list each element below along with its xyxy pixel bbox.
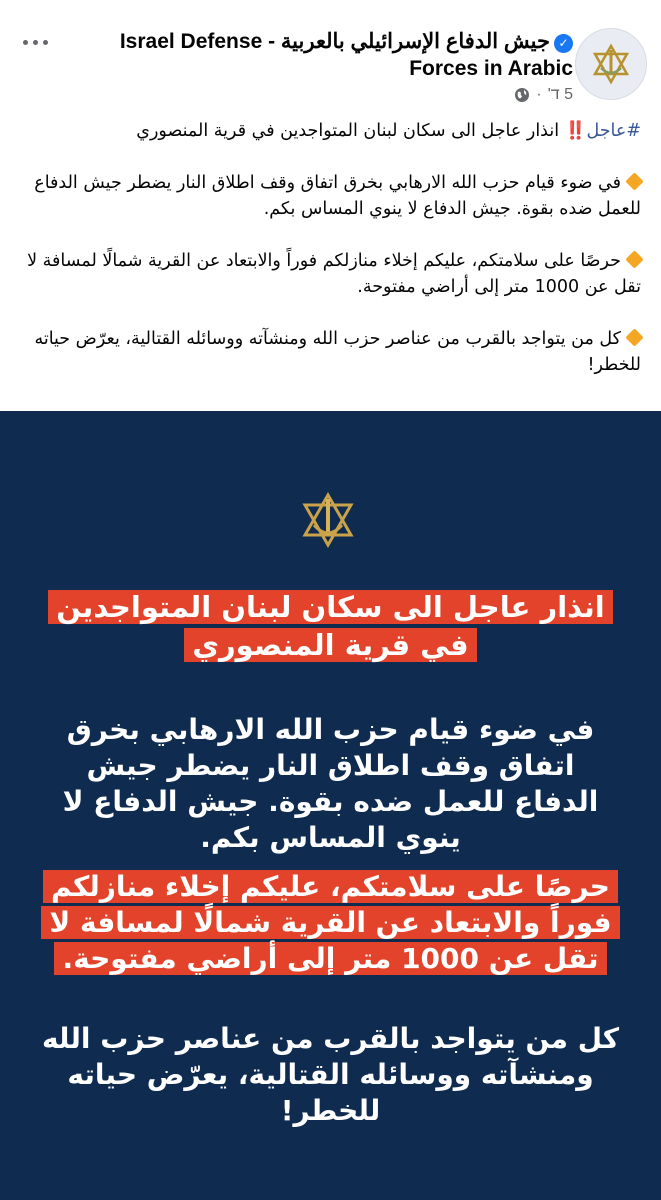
image-paragraph-3 [40, 1021, 621, 1129]
image-paragraph-2 [40, 869, 621, 977]
page-avatar[interactable] [575, 28, 647, 100]
orange-diamond-icon [625, 172, 643, 190]
idf-emblem-icon [297, 489, 359, 551]
post-text [15, 118, 641, 404]
post-timestamp[interactable]: 5 ד' [547, 86, 573, 103]
image-paragraph-1 [40, 712, 621, 856]
image-title [40, 588, 621, 664]
headline-text: انذار عاجل الى سكان لبنان المتواجدين في قرية المنصوري [136, 121, 560, 141]
page-name[interactable] [53, 28, 573, 82]
post-header [0, 0, 661, 118]
double-exclamation-icon: ‼️ [564, 121, 587, 141]
globe-icon[interactable] [514, 87, 530, 103]
image-paragraph-1-text: في ضوء قيام حزب الله الارهابي بخرق اتفاق وقف اطلاق النار يضطر جيش الدفاع للعمل ضده بقوة. جيش الدفاع لا ينوي المساس بكم. [62, 713, 599, 854]
orange-diamond-icon [625, 328, 643, 346]
post-image[interactable] [0, 411, 661, 1200]
post-headline [15, 118, 641, 144]
page-name-text[interactable]: جيش الدفاع الإسرائيلي بالعربية - Israel Defense Forces in Arabic [119, 30, 573, 80]
image-paragraph-2-text: حرصًا على سلامتكم، عليكم إخلاء منازلكم فوراً والابتعاد عن القرية شمالًا لمسافة لا تقل عن 1000 متر إلى أراضي مفتوحة. [41, 870, 619, 975]
paragraph-2-text: حرصًا على سلامتكم، عليكم إخلاء منازلكم فوراً والابتعاد عن القرية شمالًا لمسافة لا تقل عن 1000 متر إلى أراضي مفتوحة. [27, 251, 641, 297]
image-title-text: انذار عاجل الى سكان لبنان المتواجدين في قرية المنصوري [48, 590, 612, 662]
post-meta [514, 86, 573, 104]
paragraph-3-text: كل من يتواجد بالقرب من عناصر حزب الله ومنشآته ووسائله القتالية، يعرّض حياته للخطر! [34, 329, 641, 375]
post-paragraph-2 [15, 248, 641, 300]
post-paragraph-3 [15, 326, 641, 378]
idf-emblem-icon [589, 42, 633, 86]
meta-separator: · [536, 86, 542, 103]
image-paragraph-3-text: كل من يتواجد بالقرب من عناصر حزب الله ومنشآته ووسائله القتالية، يعرّض حياته للخطر! [41, 1022, 620, 1127]
post-paragraph-1 [15, 170, 641, 222]
orange-diamond-icon [625, 250, 643, 268]
paragraph-1-text: في ضوء قيام حزب الله الارهابي بخرق اتفاق وقف اطلاق النار يضطر جيش الدفاع للعمل ضده بقوة. جيش الدفاع لا ينوي المساس بكم. [34, 173, 641, 219]
hashtag-link[interactable]: #عاجل [586, 121, 641, 141]
verified-badge-icon: ✓ [554, 34, 573, 53]
more-options-icon[interactable] [18, 30, 52, 54]
